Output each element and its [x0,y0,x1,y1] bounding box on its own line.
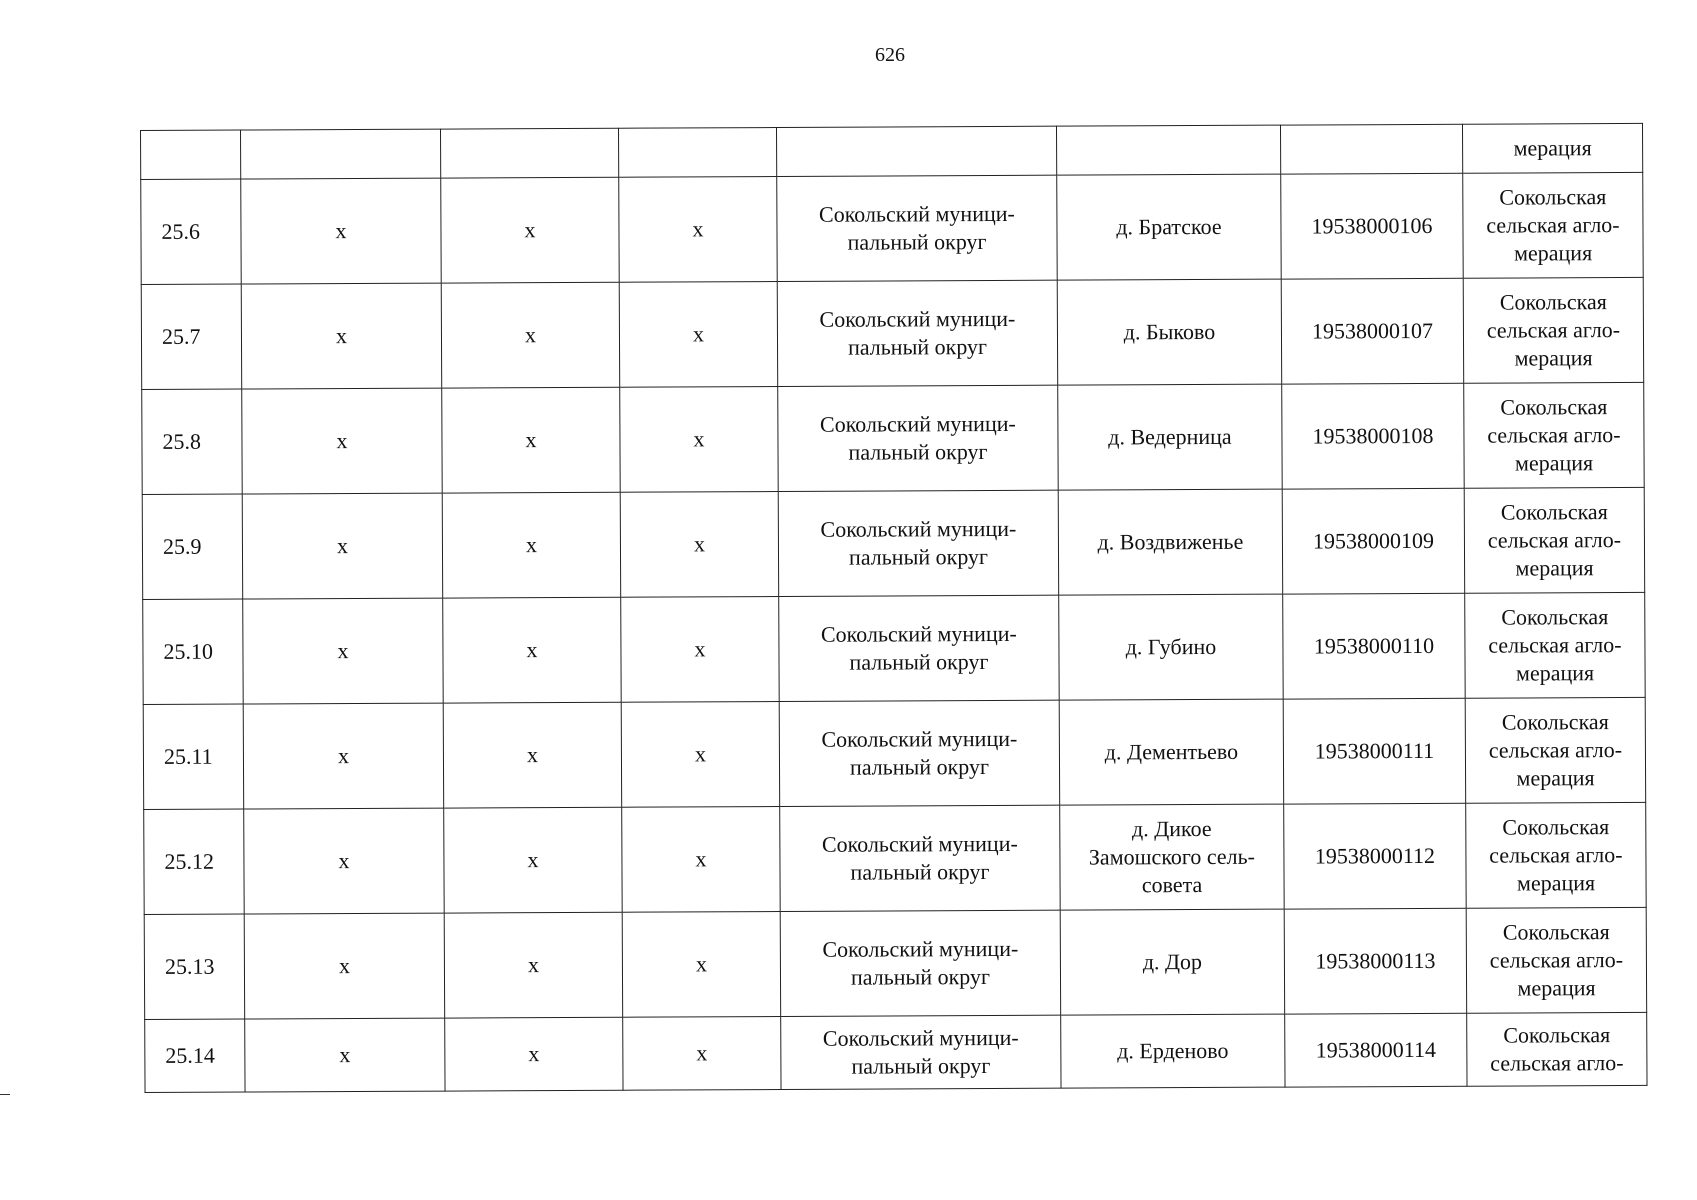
district-cell [781,1015,1061,1089]
agglomeration-line: Сокольская [1500,394,1608,420]
settlement-cell [1059,699,1283,805]
row-number-cell: 25.7 [141,284,241,389]
table-cell [618,128,776,178]
x-mark-cell: х [620,386,778,492]
agglomeration-line: Сокольская [1501,709,1609,735]
table-row [142,487,1644,599]
row-number-cell: 25.6 [141,179,241,284]
x-mark-cell: х [243,703,443,809]
table-row [144,907,1646,1019]
settlement-line: д. Ерденово [1117,1037,1229,1064]
settlement-cell [1057,174,1281,280]
agglomeration-line: Сокольская [1501,604,1609,630]
x-mark-cell: х [243,598,443,704]
district-cell [778,385,1058,491]
row-number-cell: 25.8 [142,389,242,494]
x-mark-cell: х [619,177,777,283]
x-mark-cell: х [445,1017,623,1091]
settlements-table [140,123,1648,1093]
settlement-cell [1057,279,1281,385]
x-mark-cell: х [443,702,621,808]
x-mark-cell: х [242,493,442,599]
district-line: Сокольский муници- [821,725,1018,752]
settlement-line: д. Ведерница [1108,423,1232,450]
district-line: Сокольский муници- [822,935,1019,962]
table-cell [141,130,241,179]
agglomeration-cell [1463,172,1643,278]
district-cell [780,910,1060,1016]
row-number-cell: 25.9 [142,494,242,599]
agglomeration-line: сельская агло- [1488,737,1623,763]
agglomeration-line: Сокольская [1502,919,1610,945]
district-cell [778,490,1058,596]
district-line: пальный округ [847,334,988,360]
oktmo-code-cell: 19538000111 [1283,698,1465,804]
oktmo-code-cell: 19538000106 [1281,173,1463,279]
settlement-line: д. Губино [1125,633,1217,660]
agglomeration-line: мерация [1516,870,1596,896]
table-row-continuation [141,123,1643,179]
table-row [143,592,1645,704]
x-mark-cell: х [622,911,780,1017]
agglomeration-line: мерация [1514,450,1594,476]
agglomeration-line: сельская агло- [1486,317,1621,343]
agglomeration-line: сельская агло- [1489,947,1624,973]
agglomeration-line: Сокольская [1502,814,1610,840]
x-mark-cell: х [623,1016,781,1090]
table-cell [776,126,1056,176]
agglomeration-cell [1465,592,1645,698]
oktmo-code-cell: 19538000107 [1281,278,1463,384]
district-line: пальный округ [850,964,991,990]
x-mark-cell: х [441,177,619,283]
oktmo-code-cell: 19538000108 [1282,383,1464,489]
district-line: Сокольский муници- [822,1024,1019,1051]
agglomeration-line: сельская агло- [1489,842,1623,868]
page-number: 626 [875,44,905,66]
settlement-cell [1060,804,1284,910]
agglomeration-line: мерация [1514,345,1593,371]
table-cell [440,128,618,178]
district-line: пальный округ [849,754,990,780]
district-line: Сокольский муници- [819,305,1016,332]
table-row [141,172,1643,284]
oktmo-code-cell: 19538000110 [1283,593,1465,699]
x-mark-cell: х [442,492,620,598]
row-number-cell: 25.14 [145,1019,245,1092]
district-line: пальный округ [848,439,988,465]
agglomeration-line: сельская агло- [1486,212,1620,238]
x-mark-cell: х [444,912,622,1018]
agglomeration-cell [1467,1012,1647,1086]
agglomeration-line: сельская агло- [1488,632,1622,658]
table-row [142,382,1644,494]
agglomeration-line: сельская агло- [1490,1050,1624,1076]
district-line: Сокольский муници- [820,515,1017,542]
settlement-line: д. Дор [1142,949,1203,975]
settlement-line: д. Воздвиженье [1097,528,1244,555]
settlement-line: д. Дикое [1131,815,1212,842]
agglomeration-cell [1464,487,1644,593]
oktmo-code-cell: 19538000114 [1285,1013,1467,1087]
x-mark-cell: х [442,387,620,493]
district-cell [780,805,1060,911]
settlement-cell [1059,594,1283,700]
agglomeration-cell [1466,802,1646,908]
agglomeration-line: мерация [1515,555,1594,581]
district-line: пальный округ [848,544,989,570]
district-cell [779,595,1059,701]
settlement-cell [1060,909,1284,1015]
agglomeration-line: мерация [1517,975,1596,1001]
row-number-cell: 25.13 [144,914,244,1019]
settlement-line: д. Братское [1116,213,1222,240]
row-number-cell: 25.10 [143,599,243,704]
x-mark-cell: х [242,388,442,494]
settlement-line: Замошского сель- [1088,843,1256,870]
x-mark-cell: х [441,282,619,388]
agglomeration-line: мерация [1515,660,1595,686]
agglomeration-line: сельская агло- [1487,422,1621,448]
district-cell [777,280,1057,386]
table-body [141,123,1648,1092]
table-cell [241,129,441,179]
district-cell [777,175,1057,281]
table-row [141,277,1643,389]
settlement-cell [1058,384,1282,490]
agglomeration-line: Сокольская [1503,1022,1611,1048]
x-mark-cell: х [244,913,444,1019]
settlement-line: д. Дементьево [1104,738,1239,765]
x-mark-cell: х [619,281,777,387]
agglomeration-line: Сокольская [1500,499,1608,525]
agglomeration-cell-continued: мерация [1462,123,1642,173]
agglomeration-cell [1466,907,1646,1013]
table-cell [1056,125,1280,175]
district-line: пальный округ [850,859,990,885]
agglomeration-line: мерация [1516,765,1595,791]
agglomeration-line: Сокольская [1499,289,1607,315]
agglomeration-line: мерация [1513,240,1593,266]
district-line: Сокольский муници- [819,410,1016,437]
agglomeration-line: сельская агло- [1487,527,1622,553]
scan-margin-mark [0,1094,10,1095]
row-number-cell: 25.11 [143,704,243,809]
x-mark-cell: х [244,808,444,914]
settlement-cell [1058,489,1282,595]
oktmo-code-cell: 19538000112 [1284,803,1466,909]
x-mark-cell: х [621,701,779,807]
settlement-line: д. Быково [1123,318,1216,345]
district-line: Сокольский муници- [821,830,1018,857]
table-cell [1280,124,1462,174]
x-mark-cell: х [622,806,780,912]
table-row [145,1012,1647,1092]
settlement-line: совета [1141,872,1203,898]
oktmo-code-cell: 19538000109 [1282,488,1464,594]
district-line: пальный округ [851,1053,991,1079]
district-line: пальный округ [847,229,987,255]
x-mark-cell: х [443,597,621,703]
x-mark-cell: х [241,178,441,284]
district-cell [779,700,1059,806]
agglomeration-cell [1464,382,1644,488]
x-mark-cell: х [241,283,441,389]
x-mark-cell: х [245,1018,445,1092]
table-row [144,802,1646,914]
district-line: пальный округ [849,649,989,675]
agglomeration-line: Сокольская [1499,184,1607,210]
oktmo-code-cell: 19538000113 [1284,908,1466,1014]
row-number-cell: 25.12 [144,809,244,914]
district-line: Сокольский муници- [820,620,1017,647]
agglomeration-cell [1465,697,1645,803]
table-row [143,697,1645,809]
district-line: Сокольский муници- [818,200,1015,227]
settlement-cell [1061,1014,1285,1088]
agglomeration-cell [1463,277,1643,383]
x-mark-cell: х [620,491,778,597]
x-mark-cell: х [621,596,779,702]
x-mark-cell: х [444,807,622,913]
